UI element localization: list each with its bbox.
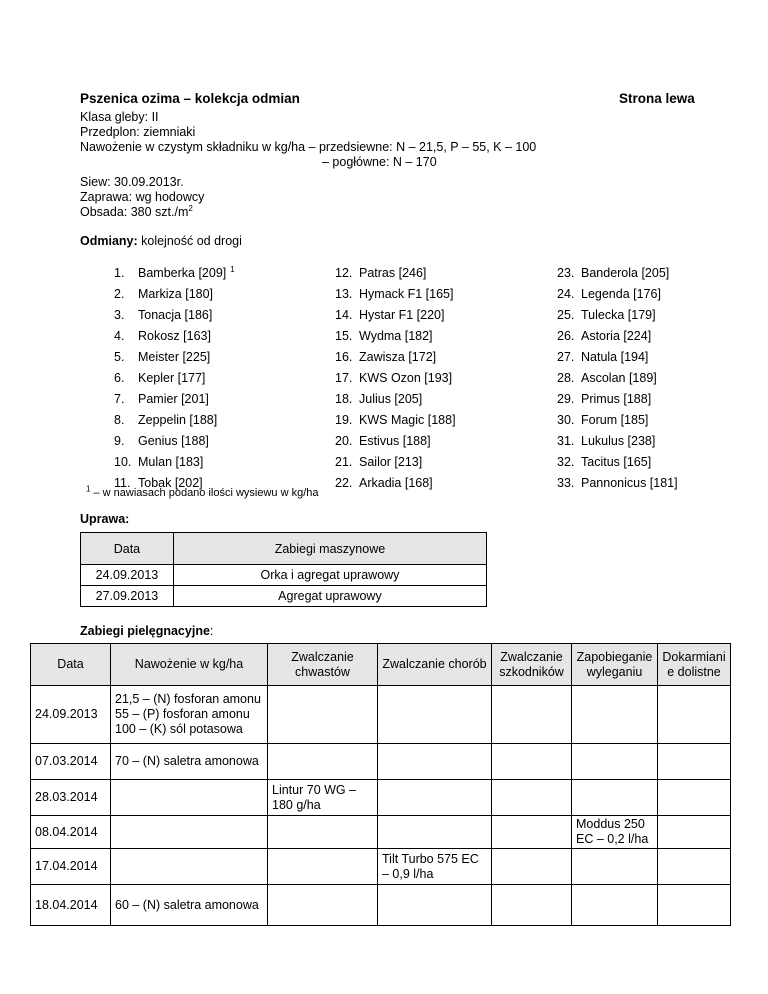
variety-number: 16. xyxy=(335,350,353,364)
variety-number: 7. xyxy=(114,392,125,406)
care-weeds xyxy=(268,885,378,926)
care-header-foliar: Dokarmiani e dolistne xyxy=(658,644,731,686)
care-date: 07.03.2014 xyxy=(31,744,111,780)
list-item xyxy=(557,308,656,322)
variety-number: 18. xyxy=(335,392,353,406)
variety-number: 11. xyxy=(114,476,131,490)
list-item xyxy=(557,287,661,301)
list-item xyxy=(335,308,444,322)
list-item xyxy=(335,455,422,469)
care-foliar xyxy=(658,816,731,849)
care-lodging xyxy=(572,849,658,885)
list-item xyxy=(335,287,453,301)
care-foliar xyxy=(658,744,731,780)
variety-number: 23. xyxy=(557,266,575,280)
variety-name: Forum [185] xyxy=(581,413,649,427)
variety-name: Ascolan [189] xyxy=(581,371,657,385)
care-diseases: Tilt Turbo 575 EC – 0,9 l/ha xyxy=(378,849,492,885)
care-lodging xyxy=(572,744,658,780)
care-diseases xyxy=(378,686,492,744)
page-title: Pszenica ozima – kolekcja odmian xyxy=(80,91,300,106)
list-item xyxy=(335,350,436,364)
fertilization-line: 21,5 – (N) fosforan amonu xyxy=(115,692,261,706)
care-weeds xyxy=(268,686,378,744)
care-date: 17.04.2014 xyxy=(31,849,111,885)
soil-class: Klasa gleby: II xyxy=(80,110,159,124)
varieties-heading: Odmiany: kolejność od drogi xyxy=(80,234,242,248)
variety-number: 33. xyxy=(557,476,575,490)
care-lodging: Moddus 250 EC – 0,2 l/ha xyxy=(572,816,658,849)
cultivation-date: 24.09.2013 xyxy=(81,565,174,586)
list-item xyxy=(557,266,669,280)
care-fertilization xyxy=(111,816,268,849)
care-header-weeds: Zwalczanie chwastów xyxy=(268,644,378,686)
care-lodging xyxy=(572,885,658,926)
cultivation-operation: Orka i agregat uprawowy xyxy=(173,565,486,586)
variety-name: Kepler [177] xyxy=(138,371,206,385)
list-item xyxy=(335,413,456,427)
care-foliar xyxy=(658,780,731,816)
variety-number: 20. xyxy=(335,434,353,448)
care-lodging xyxy=(572,686,658,744)
variety-name: Tulecka [179] xyxy=(581,308,656,322)
care-foliar xyxy=(658,849,731,885)
table-row xyxy=(81,586,487,607)
list-item xyxy=(557,434,655,448)
list-item xyxy=(557,392,651,406)
variety-name: KWS Ozon [193] xyxy=(359,371,453,385)
list-item xyxy=(557,371,657,385)
variety-name: Zawisza [172] xyxy=(359,350,437,364)
variety-number: 30. xyxy=(557,413,575,427)
variety-number: 27. xyxy=(557,350,575,364)
variety-number: 28. xyxy=(557,371,575,385)
previous-crop: Przedplon: ziemniaki xyxy=(80,125,196,139)
variety-name: Pamier [201] xyxy=(138,392,209,406)
list-item xyxy=(114,392,209,406)
variety-name: Banderola [205] xyxy=(581,266,670,280)
variety-number: 6. xyxy=(114,371,125,385)
plant-density: Obsada: 380 $szt./m^2$ xyxy=(80,203,193,219)
variety-number: 5. xyxy=(114,350,125,364)
list-item xyxy=(335,392,422,406)
variety-name: Wydma [182] xyxy=(359,329,433,343)
care-foliar xyxy=(658,686,731,744)
table-row xyxy=(31,780,731,816)
list-item xyxy=(335,266,426,280)
variety-number: 24. xyxy=(557,287,575,301)
fertilization-line-1: Nawożenie w czystym składniku w kg/ha – przedsiewne: N – 21,5, P – 55, K – 100 xyxy=(80,140,537,154)
table-row xyxy=(31,849,731,885)
seed-dressing: Zaprawa: wg hodowcy xyxy=(80,190,205,204)
variety-number: 4. xyxy=(114,329,125,343)
care-treatments-heading: Zabiegi pielęgnacyjne: xyxy=(80,624,214,638)
care-date: 28.03.2014 xyxy=(31,780,111,816)
fertilization-line: 100 – (K) sól potasowa xyxy=(115,722,243,736)
variety-name: Estivus [188] xyxy=(359,434,431,448)
variety-name: Patras [246] xyxy=(359,266,427,280)
variety-number: 25. xyxy=(557,308,575,322)
care-date: 08.04.2014 xyxy=(31,816,111,849)
cultivation-date: 27.09.2013 xyxy=(81,586,174,607)
care-fertilization xyxy=(111,686,268,744)
care-diseases xyxy=(378,816,492,849)
variety-name: Tobak [202] xyxy=(138,476,203,490)
variety-name: Zeppelin [188] xyxy=(138,413,218,427)
list-item xyxy=(114,455,203,469)
footnote-ref: 1 xyxy=(230,264,235,274)
care-diseases xyxy=(378,744,492,780)
list-item xyxy=(114,371,205,385)
list-item xyxy=(557,476,678,490)
variety-name: Rokosz [163] xyxy=(138,329,211,343)
list-item xyxy=(114,308,212,322)
list-item xyxy=(114,329,211,343)
list-item xyxy=(557,413,648,427)
care-header-diseases: Zwalczanie chorób xyxy=(378,644,492,686)
variety-name: Sailor [213] xyxy=(359,455,423,469)
variety-number: 31. xyxy=(557,434,575,448)
care-header-date: Data xyxy=(31,644,111,686)
variety-name: Hymack F1 [165] xyxy=(359,287,454,301)
care-fertilization xyxy=(111,885,268,926)
care-pests xyxy=(492,744,572,780)
variety-name: Meister [225] xyxy=(138,350,211,364)
care-fertilization xyxy=(111,780,268,816)
variety-name: Legenda [176] xyxy=(581,287,661,301)
list-item xyxy=(557,455,651,469)
cultivation-table xyxy=(80,532,487,607)
variety-number: 19. xyxy=(335,413,353,427)
fertilization-line: 70 – (N) saletra amonowa xyxy=(115,754,259,768)
list-item xyxy=(114,287,213,301)
care-header-fertilization: Nawożenie w kg/ha xyxy=(111,644,268,686)
variety-name: Bamberka [209] xyxy=(138,266,227,280)
variety-number: 1. xyxy=(114,266,125,280)
care-pests xyxy=(492,885,572,926)
page-side-label: Strona lewa xyxy=(619,91,695,106)
variety-number: 2. xyxy=(114,287,125,301)
cultivation-operation: Agregat uprawowy xyxy=(173,586,486,607)
variety-number: 26. xyxy=(557,329,575,343)
variety-name: Markiza [180] xyxy=(138,287,214,301)
list-item xyxy=(335,434,431,448)
variety-number: 3. xyxy=(114,308,125,322)
cultivation-heading: Uprawa: xyxy=(80,512,130,526)
fertilization-line: 60 – (N) saletra amonowa xyxy=(115,897,259,912)
variety-number: 9. xyxy=(114,434,125,448)
table-row xyxy=(31,744,731,780)
cultivation-header-date: Data xyxy=(81,533,174,565)
care-header-lodging: Zapobieganie wyleganiu xyxy=(572,644,658,686)
varieties-footnote: $^1$ – w nawiasach podano ilości wysiewu w kg/ha xyxy=(86,484,319,499)
table-row xyxy=(31,686,731,744)
variety-name: Julius [205] xyxy=(359,392,423,406)
variety-name: Primus [188] xyxy=(581,392,652,406)
care-date: 18.04.2014 xyxy=(31,885,111,926)
care-pests xyxy=(492,686,572,744)
care-pests xyxy=(492,849,572,885)
table-row xyxy=(31,816,731,849)
list-item xyxy=(114,350,210,364)
variety-number: 17. xyxy=(335,371,353,385)
cultivation-header-operations: Zabiegi maszynowe xyxy=(173,533,486,565)
variety-name: KWS Magic [188] xyxy=(359,413,456,427)
care-weeds xyxy=(268,849,378,885)
variety-number: 21. xyxy=(335,455,353,469)
variety-name: Natula [194] xyxy=(581,350,649,364)
list-item xyxy=(335,371,452,385)
variety-name: Astoria [224] xyxy=(581,329,652,343)
care-foliar xyxy=(658,885,731,926)
care-fertilization xyxy=(111,849,268,885)
variety-number: 15. xyxy=(335,329,353,343)
care-pests xyxy=(492,816,572,849)
care-header-pests: Zwalczanie szkodników xyxy=(492,644,572,686)
care-date: 24.09.2013 xyxy=(31,686,111,744)
list-item xyxy=(335,329,433,343)
table-row xyxy=(81,565,487,586)
variety-name: Mulan [183] xyxy=(138,455,204,469)
list-item xyxy=(557,350,648,364)
variety-number: 12. xyxy=(335,266,353,280)
variety-name: Tacitus [165] xyxy=(581,455,652,469)
variety-name: Tonacja [186] xyxy=(138,308,213,322)
table-row xyxy=(31,885,731,926)
variety-name: Genius [188] xyxy=(138,434,209,448)
list-item xyxy=(335,476,433,490)
fertilization-line: 55 – (P) fosforan amonu xyxy=(115,707,250,721)
list-item xyxy=(114,413,217,427)
list-item xyxy=(557,329,651,343)
fertilization-line-2: – pogłówne: N – 170 xyxy=(322,155,437,169)
care-weeds xyxy=(268,744,378,780)
care-pests xyxy=(492,780,572,816)
variety-number: 14. xyxy=(335,308,353,322)
variety-name: Hystar F1 [220] xyxy=(359,308,445,322)
variety-number: 32. xyxy=(557,455,575,469)
variety-number: 29. xyxy=(557,392,575,406)
variety-name: Lukulus [238] xyxy=(581,434,656,448)
variety-number: 8. xyxy=(114,413,125,427)
care-lodging xyxy=(572,780,658,816)
variety-number: 22. xyxy=(335,476,353,490)
variety-name: Arkadia [168] xyxy=(359,476,433,490)
care-diseases xyxy=(378,780,492,816)
list-item xyxy=(114,266,235,280)
care-weeds: Lintur 70 WG – 180 g/ha xyxy=(268,780,378,816)
care-treatments-table xyxy=(30,643,731,926)
care-fertilization xyxy=(111,744,268,780)
care-weeds xyxy=(268,816,378,849)
variety-number: 13. xyxy=(335,287,353,301)
list-item xyxy=(114,434,209,448)
sowing-date: Siew: 30.09.2013r. xyxy=(80,175,184,189)
care-diseases xyxy=(378,885,492,926)
variety-name: Pannonicus [181] xyxy=(581,476,678,490)
variety-number: 10. xyxy=(114,455,132,469)
